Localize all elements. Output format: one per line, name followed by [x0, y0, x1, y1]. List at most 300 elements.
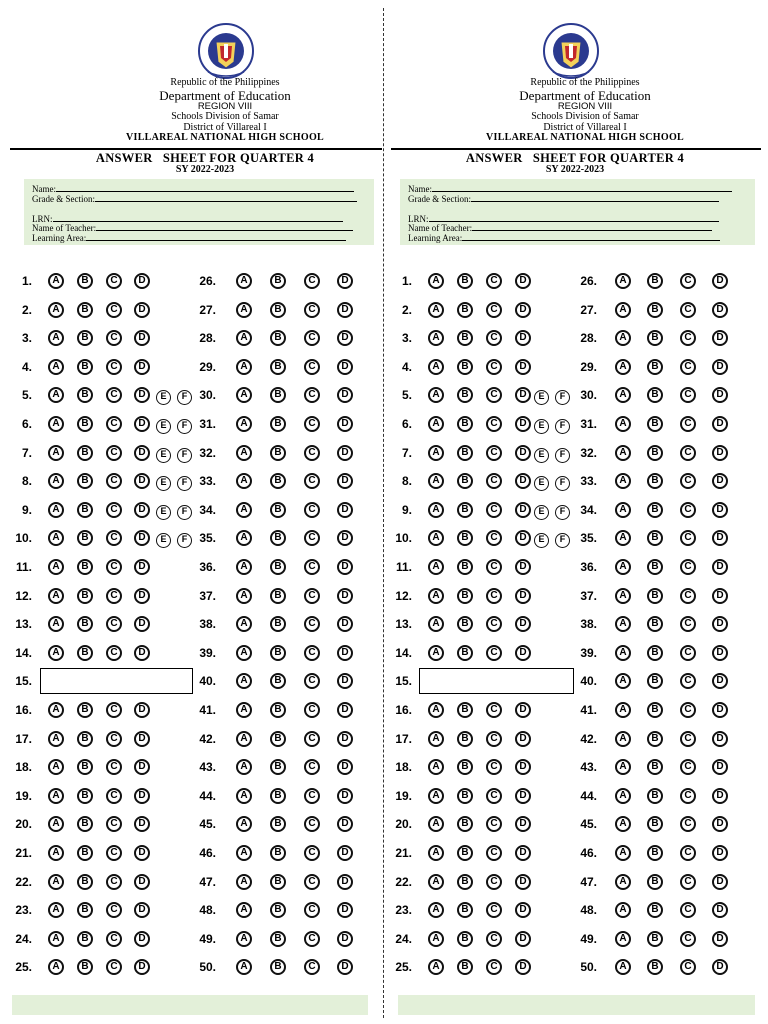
answer-bubble-c[interactable]: C	[680, 816, 696, 832]
answer-bubble-b[interactable]: B	[647, 731, 663, 747]
answer-bubble-c[interactable]: C	[680, 387, 696, 403]
answer-bubble-d[interactable]: D	[515, 330, 531, 346]
answer-bubble-b[interactable]: B	[270, 387, 286, 403]
answer-bubble-c[interactable]: C	[486, 330, 502, 346]
answer-bubble-a[interactable]: A	[428, 788, 444, 804]
answer-bubble-c[interactable]: C	[106, 273, 122, 289]
answer-bubble-b[interactable]: B	[77, 559, 93, 575]
answer-bubble-b[interactable]: B	[647, 759, 663, 775]
answer-bubble-c[interactable]: C	[680, 502, 696, 518]
answer-bubble-c[interactable]: C	[106, 902, 122, 918]
answer-bubble-d[interactable]: D	[134, 845, 150, 861]
answer-bubble-d[interactable]: D	[337, 931, 353, 947]
answer-bubble-a[interactable]: A	[615, 416, 631, 432]
answer-bubble-b[interactable]: B	[647, 387, 663, 403]
answer-bubble-a[interactable]: A	[236, 559, 252, 575]
answer-bubble-a[interactable]: A	[48, 788, 64, 804]
answer-bubble-d[interactable]: D	[515, 416, 531, 432]
answer-bubble-d[interactable]: D	[134, 530, 150, 546]
answer-bubble-a[interactable]: A	[428, 845, 444, 861]
answer-bubble-d[interactable]: D	[515, 473, 531, 489]
answer-bubble-c[interactable]: C	[304, 387, 320, 403]
answer-bubble-d[interactable]: D	[515, 445, 531, 461]
answer-bubble-a[interactable]: A	[428, 816, 444, 832]
answer-bubble-b[interactable]: B	[647, 616, 663, 632]
answer-bubble-d[interactable]: D	[515, 387, 531, 403]
answer-bubble-b[interactable]: B	[457, 816, 473, 832]
answer-bubble-b[interactable]: B	[647, 788, 663, 804]
answer-bubble-d[interactable]: D	[337, 702, 353, 718]
answer-bubble-a[interactable]: A	[615, 645, 631, 661]
answer-bubble-c[interactable]: C	[680, 473, 696, 489]
answer-bubble-b[interactable]: B	[77, 330, 93, 346]
answer-bubble-d[interactable]: D	[337, 759, 353, 775]
answer-bubble-a[interactable]: A	[615, 273, 631, 289]
answer-bubble-c[interactable]: C	[680, 559, 696, 575]
answer-bubble-a[interactable]: A	[236, 874, 252, 890]
answer-bubble-b[interactable]: B	[647, 702, 663, 718]
answer-bubble-a[interactable]: A	[236, 616, 252, 632]
answer-bubble-d[interactable]: D	[712, 473, 728, 489]
answer-bubble-a[interactable]: A	[428, 874, 444, 890]
answer-bubble-c[interactable]: C	[304, 759, 320, 775]
answer-bubble-b[interactable]: B	[270, 845, 286, 861]
answer-bubble-e[interactable]: E	[534, 533, 549, 548]
answer-bubble-b[interactable]: B	[457, 788, 473, 804]
answer-bubble-f[interactable]: F	[177, 448, 192, 463]
answer-bubble-d[interactable]: D	[134, 816, 150, 832]
answer-bubble-b[interactable]: B	[457, 445, 473, 461]
answer-bubble-c[interactable]: C	[304, 359, 320, 375]
answer-bubble-c[interactable]: C	[486, 445, 502, 461]
answer-bubble-a[interactable]: A	[615, 702, 631, 718]
answer-bubble-b[interactable]: B	[77, 616, 93, 632]
answer-bubble-d[interactable]: D	[515, 559, 531, 575]
answer-bubble-d[interactable]: D	[337, 530, 353, 546]
answer-bubble-b[interactable]: B	[647, 530, 663, 546]
answer-bubble-d[interactable]: D	[515, 302, 531, 318]
answer-bubble-b[interactable]: B	[77, 530, 93, 546]
answer-bubble-a[interactable]: A	[236, 959, 252, 975]
answer-bubble-b[interactable]: B	[457, 416, 473, 432]
answer-bubble-d[interactable]: D	[337, 387, 353, 403]
answer-bubble-d[interactable]: D	[134, 902, 150, 918]
answer-bubble-a[interactable]: A	[236, 530, 252, 546]
answer-bubble-e[interactable]: E	[156, 505, 171, 520]
answer-bubble-d[interactable]: D	[515, 931, 531, 947]
answer-bubble-c[interactable]: C	[106, 330, 122, 346]
answer-bubble-d[interactable]: D	[515, 616, 531, 632]
answer-bubble-c[interactable]: C	[304, 302, 320, 318]
answer-bubble-b[interactable]: B	[647, 845, 663, 861]
answer-bubble-f[interactable]: F	[177, 419, 192, 434]
answer-bubble-c[interactable]: C	[486, 616, 502, 632]
lrn-field[interactable]	[32, 203, 343, 224]
answer-bubble-e[interactable]: E	[534, 390, 549, 405]
answer-bubble-c[interactable]: C	[680, 530, 696, 546]
answer-bubble-a[interactable]: A	[615, 559, 631, 575]
answer-bubble-a[interactable]: A	[48, 931, 64, 947]
answer-bubble-a[interactable]: A	[428, 759, 444, 775]
answer-bubble-a[interactable]: A	[615, 588, 631, 604]
answer-bubble-a[interactable]: A	[615, 330, 631, 346]
answer-bubble-d[interactable]: D	[134, 959, 150, 975]
answer-bubble-d[interactable]: D	[515, 645, 531, 661]
answer-bubble-c[interactable]: C	[106, 645, 122, 661]
answer-bubble-c[interactable]: C	[680, 959, 696, 975]
answer-bubble-a[interactable]: A	[236, 359, 252, 375]
answer-bubble-c[interactable]: C	[680, 874, 696, 890]
answer-bubble-d[interactable]: D	[337, 359, 353, 375]
answer-bubble-a[interactable]: A	[615, 387, 631, 403]
answer-bubble-a[interactable]: A	[428, 588, 444, 604]
answer-bubble-b[interactable]: B	[457, 387, 473, 403]
answer-bubble-d[interactable]: D	[337, 302, 353, 318]
answer-bubble-d[interactable]: D	[515, 359, 531, 375]
answer-bubble-b[interactable]: B	[457, 559, 473, 575]
answer-bubble-d[interactable]: D	[515, 273, 531, 289]
answer-bubble-d[interactable]: D	[712, 645, 728, 661]
answer-bubble-e[interactable]: E	[534, 448, 549, 463]
answer-bubble-c[interactable]: C	[106, 759, 122, 775]
answer-bubble-b[interactable]: B	[270, 959, 286, 975]
answer-bubble-c[interactable]: C	[486, 273, 502, 289]
answer-bubble-c[interactable]: C	[106, 931, 122, 947]
answer-bubble-c[interactable]: C	[680, 788, 696, 804]
answer-bubble-e[interactable]: E	[156, 448, 171, 463]
answer-bubble-b[interactable]: B	[647, 502, 663, 518]
answer-bubble-b[interactable]: B	[457, 931, 473, 947]
answer-bubble-e[interactable]: E	[534, 505, 549, 520]
answer-bubble-b[interactable]: B	[270, 302, 286, 318]
answer-bubble-c[interactable]: C	[486, 302, 502, 318]
answer-bubble-d[interactable]: D	[134, 559, 150, 575]
answer-bubble-c[interactable]: C	[680, 702, 696, 718]
answer-bubble-d[interactable]: D	[337, 445, 353, 461]
answer-bubble-a[interactable]: A	[615, 302, 631, 318]
answer-bubble-a[interactable]: A	[236, 302, 252, 318]
answer-bubble-a[interactable]: A	[428, 559, 444, 575]
answer-bubble-d[interactable]: D	[515, 502, 531, 518]
answer-bubble-d[interactable]: D	[134, 645, 150, 661]
answer-bubble-d[interactable]: D	[134, 302, 150, 318]
answer-bubble-b[interactable]: B	[457, 302, 473, 318]
answer-bubble-b[interactable]: B	[647, 416, 663, 432]
answer-bubble-b[interactable]: B	[270, 330, 286, 346]
answer-bubble-b[interactable]: B	[77, 702, 93, 718]
answer-bubble-d[interactable]: D	[337, 416, 353, 432]
answer-bubble-d[interactable]: D	[337, 473, 353, 489]
answer-bubble-b[interactable]: B	[77, 445, 93, 461]
answer-bubble-c[interactable]: C	[486, 387, 502, 403]
answer-bubble-c[interactable]: C	[106, 731, 122, 747]
answer-bubble-a[interactable]: A	[236, 387, 252, 403]
answer-bubble-c[interactable]: C	[106, 588, 122, 604]
answer-bubble-c[interactable]: C	[680, 645, 696, 661]
answer-bubble-c[interactable]: C	[304, 502, 320, 518]
answer-bubble-b[interactable]: B	[77, 387, 93, 403]
answer-bubble-a[interactable]: A	[615, 445, 631, 461]
answer-bubble-a[interactable]: A	[615, 874, 631, 890]
answer-bubble-c[interactable]: C	[680, 931, 696, 947]
answer-bubble-d[interactable]: D	[712, 702, 728, 718]
answer-bubble-e[interactable]: E	[156, 390, 171, 405]
answer-bubble-b[interactable]: B	[457, 959, 473, 975]
answer-bubble-b[interactable]: B	[647, 330, 663, 346]
answer-bubble-b[interactable]: B	[77, 931, 93, 947]
answer-bubble-d[interactable]: D	[134, 759, 150, 775]
answer-bubble-a[interactable]: A	[428, 473, 444, 489]
answer-bubble-f[interactable]: F	[555, 419, 570, 434]
answer-bubble-a[interactable]: A	[48, 273, 64, 289]
answer-bubble-b[interactable]: B	[457, 273, 473, 289]
answer-bubble-d[interactable]: D	[712, 673, 728, 689]
answer-bubble-b[interactable]: B	[270, 931, 286, 947]
answer-bubble-d[interactable]: D	[712, 959, 728, 975]
answer-bubble-b[interactable]: B	[457, 588, 473, 604]
answer-bubble-a[interactable]: A	[48, 473, 64, 489]
answer-bubble-b[interactable]: B	[77, 273, 93, 289]
answer-bubble-d[interactable]: D	[515, 845, 531, 861]
answer-bubble-c[interactable]: C	[106, 530, 122, 546]
answer-bubble-f[interactable]: F	[177, 505, 192, 520]
answer-bubble-c[interactable]: C	[304, 731, 320, 747]
answer-bubble-d[interactable]: D	[515, 702, 531, 718]
answer-bubble-e[interactable]: E	[534, 419, 549, 434]
answer-bubble-d[interactable]: D	[134, 387, 150, 403]
answer-bubble-b[interactable]: B	[77, 473, 93, 489]
answer-bubble-c[interactable]: C	[680, 731, 696, 747]
answer-bubble-b[interactable]: B	[77, 416, 93, 432]
answer-bubble-b[interactable]: B	[77, 959, 93, 975]
answer-bubble-a[interactable]: A	[428, 273, 444, 289]
answer-bubble-c[interactable]: C	[106, 502, 122, 518]
answer-bubble-c[interactable]: C	[106, 559, 122, 575]
answer-bubble-b[interactable]: B	[77, 845, 93, 861]
answer-bubble-b[interactable]: B	[77, 359, 93, 375]
answer-bubble-b[interactable]: B	[457, 502, 473, 518]
answer-bubble-d[interactable]: D	[337, 502, 353, 518]
answer-bubble-b[interactable]: B	[457, 845, 473, 861]
answer-bubble-b[interactable]: B	[647, 273, 663, 289]
answer-bubble-a[interactable]: A	[236, 931, 252, 947]
answer-bubble-d[interactable]: D	[712, 302, 728, 318]
answer-bubble-a[interactable]: A	[48, 416, 64, 432]
answer-bubble-b[interactable]: B	[457, 902, 473, 918]
answer-bubble-b[interactable]: B	[457, 473, 473, 489]
answer-bubble-c[interactable]: C	[486, 559, 502, 575]
answer-bubble-d[interactable]: D	[134, 616, 150, 632]
answer-bubble-a[interactable]: A	[48, 502, 64, 518]
answer-bubble-d[interactable]: D	[134, 330, 150, 346]
answer-bubble-d[interactable]: D	[337, 588, 353, 604]
answer-bubble-b[interactable]: B	[77, 302, 93, 318]
answer-bubble-b[interactable]: B	[270, 645, 286, 661]
answer-bubble-a[interactable]: A	[236, 816, 252, 832]
answer-bubble-b[interactable]: B	[647, 473, 663, 489]
answer-bubble-a[interactable]: A	[48, 759, 64, 775]
answer-bubble-b[interactable]: B	[647, 931, 663, 947]
answer-bubble-d[interactable]: D	[515, 816, 531, 832]
answer-bubble-c[interactable]: C	[106, 359, 122, 375]
answer-bubble-a[interactable]: A	[428, 359, 444, 375]
answer-bubble-a[interactable]: A	[48, 616, 64, 632]
answer-bubble-a[interactable]: A	[48, 816, 64, 832]
answer-bubble-a[interactable]: A	[615, 473, 631, 489]
answer-bubble-b[interactable]: B	[647, 959, 663, 975]
answer-bubble-b[interactable]: B	[647, 645, 663, 661]
answer-bubble-a[interactable]: A	[236, 473, 252, 489]
answer-bubble-a[interactable]: A	[428, 645, 444, 661]
answer-bubble-d[interactable]: D	[712, 502, 728, 518]
answer-bubble-a[interactable]: A	[236, 445, 252, 461]
answer-bubble-a[interactable]: A	[236, 273, 252, 289]
answer-bubble-d[interactable]: D	[337, 645, 353, 661]
answer-bubble-b[interactable]: B	[647, 673, 663, 689]
answer-bubble-f[interactable]: F	[177, 476, 192, 491]
answer-bubble-d[interactable]: D	[515, 788, 531, 804]
answer-bubble-d[interactable]: D	[712, 588, 728, 604]
answer-bubble-d[interactable]: D	[134, 416, 150, 432]
answer-bubble-c[interactable]: C	[106, 788, 122, 804]
answer-bubble-b[interactable]: B	[270, 902, 286, 918]
answer-bubble-b[interactable]: B	[270, 473, 286, 489]
answer-bubble-d[interactable]: D	[134, 445, 150, 461]
answer-bubble-c[interactable]: C	[304, 445, 320, 461]
answer-bubble-d[interactable]: D	[712, 359, 728, 375]
answer-bubble-c[interactable]: C	[486, 931, 502, 947]
answer-bubble-c[interactable]: C	[106, 816, 122, 832]
answer-bubble-c[interactable]: C	[106, 473, 122, 489]
answer-bubble-d[interactable]: D	[712, 874, 728, 890]
answer-bubble-c[interactable]: C	[106, 416, 122, 432]
answer-bubble-a[interactable]: A	[615, 788, 631, 804]
answer-bubble-a[interactable]: A	[428, 445, 444, 461]
answer-bubble-a[interactable]: A	[615, 502, 631, 518]
answer-bubble-c[interactable]: C	[680, 616, 696, 632]
answer-bubble-a[interactable]: A	[236, 673, 252, 689]
answer-bubble-c[interactable]: C	[680, 416, 696, 432]
answer-bubble-d[interactable]: D	[515, 874, 531, 890]
answer-bubble-a[interactable]: A	[615, 902, 631, 918]
answer-bubble-d[interactable]: D	[712, 387, 728, 403]
answer-bubble-d[interactable]: D	[134, 931, 150, 947]
answer-bubble-b[interactable]: B	[457, 645, 473, 661]
answer-bubble-a[interactable]: A	[48, 302, 64, 318]
answer-bubble-d[interactable]: D	[337, 731, 353, 747]
answer-bubble-a[interactable]: A	[615, 845, 631, 861]
answer-bubble-a[interactable]: A	[615, 616, 631, 632]
answer-bubble-b[interactable]: B	[457, 530, 473, 546]
answer-bubble-d[interactable]: D	[712, 788, 728, 804]
answer-bubble-b[interactable]: B	[77, 588, 93, 604]
answer-bubble-c[interactable]: C	[304, 416, 320, 432]
answer-bubble-a[interactable]: A	[615, 359, 631, 375]
answer-bubble-d[interactable]: D	[515, 731, 531, 747]
answer-bubble-a[interactable]: A	[615, 959, 631, 975]
answer-bubble-d[interactable]: D	[337, 959, 353, 975]
answer-bubble-d[interactable]: D	[515, 959, 531, 975]
lrn-field[interactable]	[408, 203, 719, 224]
answer-bubble-a[interactable]: A	[48, 845, 64, 861]
answer-bubble-a[interactable]: A	[48, 645, 64, 661]
answer-bubble-a[interactable]: A	[428, 931, 444, 947]
answer-bubble-b[interactable]: B	[457, 874, 473, 890]
answer-bubble-c[interactable]: C	[680, 845, 696, 861]
answer-bubble-f[interactable]: F	[555, 533, 570, 548]
answer-bubble-a[interactable]: A	[428, 959, 444, 975]
answer-bubble-a[interactable]: A	[48, 445, 64, 461]
answer-bubble-d[interactable]: D	[712, 530, 728, 546]
answer-bubble-a[interactable]: A	[236, 702, 252, 718]
answer-bubble-c[interactable]: C	[486, 731, 502, 747]
answer-bubble-b[interactable]: B	[270, 502, 286, 518]
answer-bubble-d[interactable]: D	[337, 616, 353, 632]
answer-bubble-c[interactable]: C	[304, 330, 320, 346]
answer-bubble-b[interactable]: B	[270, 616, 286, 632]
answer-bubble-b[interactable]: B	[647, 359, 663, 375]
answer-bubble-b[interactable]: B	[77, 788, 93, 804]
answer-bubble-d[interactable]: D	[134, 273, 150, 289]
answer-bubble-b[interactable]: B	[270, 702, 286, 718]
answer-bubble-c[interactable]: C	[486, 359, 502, 375]
answer-bubble-c[interactable]: C	[680, 445, 696, 461]
answer-bubble-a[interactable]: A	[48, 530, 64, 546]
answer-bubble-b[interactable]: B	[77, 816, 93, 832]
answer-bubble-b[interactable]: B	[457, 731, 473, 747]
answer-bubble-b[interactable]: B	[77, 645, 93, 661]
answer-bubble-d[interactable]: D	[712, 616, 728, 632]
answer-bubble-a[interactable]: A	[48, 702, 64, 718]
learning-area-field[interactable]	[32, 232, 346, 243]
answer-bubble-d[interactable]: D	[712, 445, 728, 461]
answer-bubble-b[interactable]: B	[647, 816, 663, 832]
answer-bubble-c[interactable]: C	[106, 874, 122, 890]
answer-bubble-c[interactable]: C	[304, 845, 320, 861]
answer-bubble-c[interactable]: C	[106, 616, 122, 632]
answer-bubble-f[interactable]: F	[555, 476, 570, 491]
answer-bubble-d[interactable]: D	[134, 731, 150, 747]
answer-bubble-c[interactable]: C	[486, 816, 502, 832]
answer-bubble-a[interactable]: A	[428, 702, 444, 718]
answer-bubble-b[interactable]: B	[647, 445, 663, 461]
answer-bubble-c[interactable]: C	[486, 473, 502, 489]
answer-bubble-d[interactable]: D	[337, 673, 353, 689]
answer-bubble-c[interactable]: C	[106, 302, 122, 318]
answer-bubble-a[interactable]: A	[236, 902, 252, 918]
answer-bubble-a[interactable]: A	[428, 530, 444, 546]
answer-bubble-d[interactable]: D	[134, 702, 150, 718]
answer-bubble-c[interactable]: C	[304, 559, 320, 575]
answer-bubble-c[interactable]: C	[106, 959, 122, 975]
answer-bubble-d[interactable]: D	[337, 902, 353, 918]
answer-bubble-d[interactable]: D	[337, 845, 353, 861]
answer-bubble-d[interactable]: D	[515, 759, 531, 775]
answer-bubble-d[interactable]: D	[134, 359, 150, 375]
answer-bubble-b[interactable]: B	[457, 759, 473, 775]
answer-bubble-a[interactable]: A	[428, 616, 444, 632]
answer-bubble-a[interactable]: A	[236, 759, 252, 775]
answer-bubble-d[interactable]: D	[712, 931, 728, 947]
answer-bubble-b[interactable]: B	[270, 673, 286, 689]
answer-bubble-a[interactable]: A	[236, 731, 252, 747]
answer-bubble-b[interactable]: B	[647, 302, 663, 318]
answer-bubble-b[interactable]: B	[270, 788, 286, 804]
answer-bubble-d[interactable]: D	[515, 902, 531, 918]
answer-bubble-c[interactable]: C	[304, 588, 320, 604]
open-answer-box[interactable]	[419, 668, 574, 694]
answer-bubble-a[interactable]: A	[615, 816, 631, 832]
